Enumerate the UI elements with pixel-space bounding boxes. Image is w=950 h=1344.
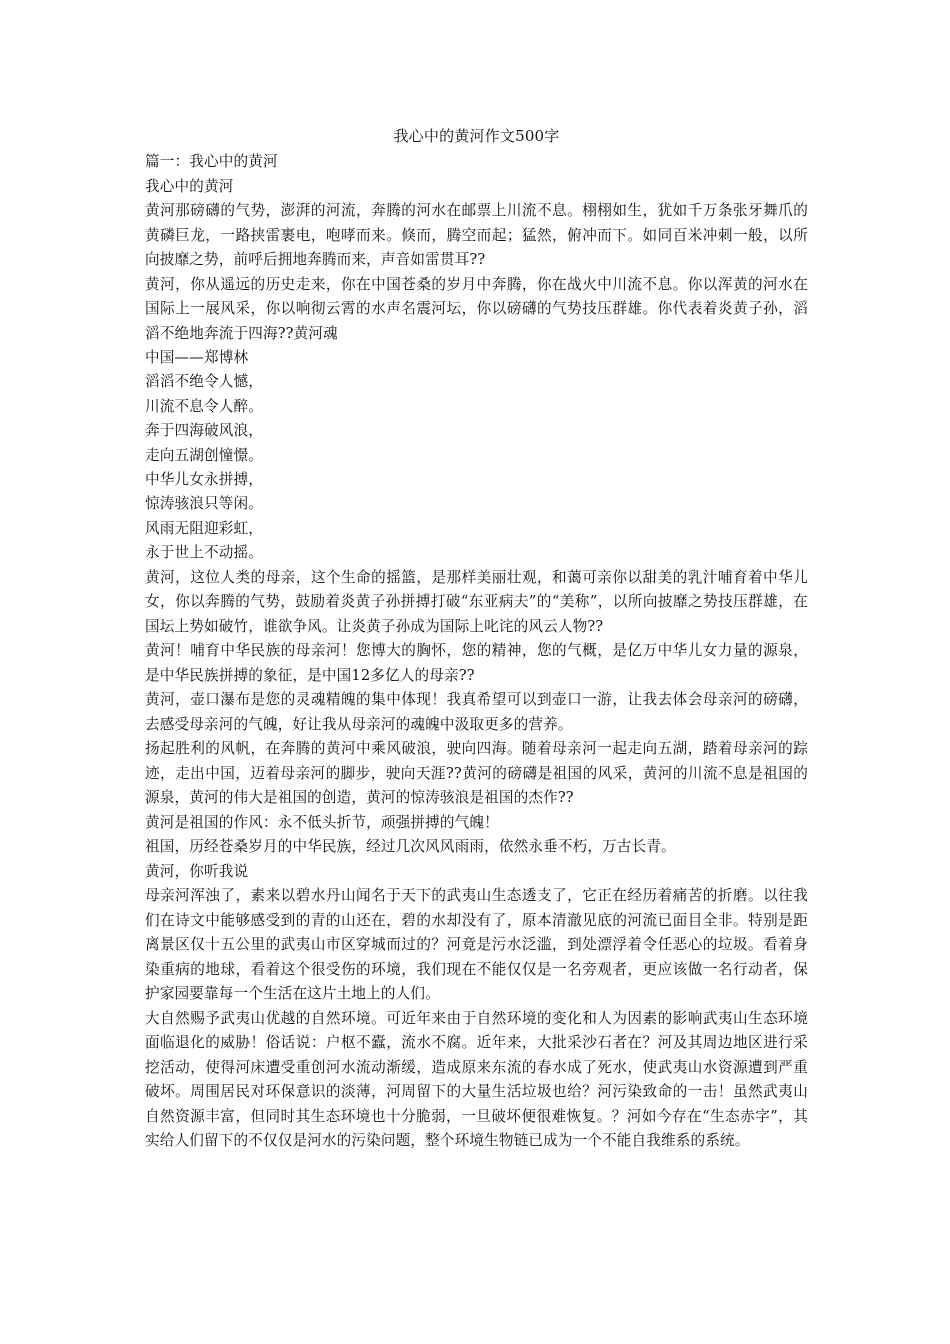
paragraph: 黄河，壶口瀑布是您的灵魂精魄的集中体现！我真希望可以到壶口一游，让我去体会母亲河的磅礴，去感受母亲河的气魄，好让我从母亲河的魂魄中汲取更多的营养。 bbox=[145, 691, 808, 733]
paragraph: 扬起胜利的风帆，在奔腾的黄河中乘风破浪，驶向四海。随着母亲河一起走向五湖，踏着母亲河的踪迹，走出中国，迈着母亲河的脚步，驶向天涯??黄河的磅礴是祖国的风采，黄河的川流不息是祖国的源泉，黄河的伟大是祖国的创造，黄河的惊涛骇浪是祖国的杰作?? bbox=[145, 740, 808, 807]
poem-line: 风雨无阻迎彩虹， bbox=[145, 519, 263, 537]
poem-line: 川流不息令人醉。 bbox=[145, 397, 263, 415]
section-heading: 篇一：我心中的黄河 bbox=[145, 153, 278, 170]
short-line: 祖国，历经苍桑岁月的中华民族，经过几次风风雨雨，依然永垂不朽，万古长青。 bbox=[145, 838, 676, 856]
poem-author-line: 中国——郑博林 bbox=[145, 349, 249, 366]
short-line: 黄河，你听我说 bbox=[145, 862, 249, 880]
paragraph: 黄河，这位人类的母亲，这个生命的摇篮，是那样美丽壮观，和蔼可亲你以甜美的乳汁哺育着中华儿女，你以奔腾的气势，鼓励着炎黄子孙拼搏打破“东亚病夫”的“美称”，以所向披靡之势技压群雄，在国坛上势如破竹，谁欲争风。让炎黄子孙成为国际上叱诧的风云人物?? bbox=[145, 568, 808, 635]
document-page bbox=[145, 124, 808, 1154]
poem-line: 惊涛骇浪只等闲。 bbox=[145, 495, 263, 513]
essay-heading: 我心中的黄河 bbox=[145, 177, 234, 195]
paragraph: 大自然赐予武夷山优越的自然环境。可近年来由于自然环境的变化和人为因素的影响武夷山生态环境面临退化的威胁！俗话说：户枢不蠹，流水不腐。近年来，大批采沙石者在？河及其周边地区进行采挖活动，使得河床遭受重创河水流动渐缓，造成原来东流的春水成了死水，使武夷山水资源遭到严重破坏。周围居民对环保意识的淡薄，河周留下的大量生活垃圾也给？河污染致命的一击！虽然武夷山自然资源丰富，但同时其生态环境也十分脆弱，一旦破坏便很难恢复。？河如今存在“生态赤字”，其实给人们留下的不仅仅是河水的污染问题，整个环境生物链已成为一个不能自我维系的系统。 bbox=[145, 1009, 808, 1150]
paragraph: 黄河！哺育中华民族的母亲河！您博大的胸怀，您的精神，您的气概，是亿万中华儿女力量的源泉，是中华民族拼搏的象征，是中国12多亿人的母亲?? bbox=[145, 642, 808, 684]
paragraph: 母亲河浑浊了，素来以碧水丹山闻名于天下的武夷山生态透支了，它正在经历着痛苦的折磨。以往我们在诗文中能够感受到的青的山还在，碧的水却没有了，原本清澈见底的河流已面目全非。特别是距离景区仅十五公里的武夷山市区穿城而过的？河竟是污水泛滥，到处漂浮着令任恶心的垃圾。看着身染重病的地球，看着这个很受伤的环境，我们现在不能仅仅是一名旁观者，更应该做一名行动者，保护家园要靠每一个生活在这片土地上的人们。 bbox=[145, 887, 808, 1003]
poem-line: 奔于四海破风浪， bbox=[145, 422, 263, 440]
poem-line: 中华儿女永拼搏， bbox=[145, 471, 263, 489]
poem-line: 永于世上不动摇。 bbox=[145, 544, 263, 562]
poem-line: 滔滔不绝令人憾， bbox=[145, 373, 263, 391]
poem-line: 走向五湖创憧憬。 bbox=[145, 446, 263, 464]
paragraph: 黄河，你从遥远的历史走来，你在中国苍桑的岁月中奔腾，你在战火中川流不息。你以浑黄的河水在国际上一展风采，你以响彻云霄的水声名震河坛，你以磅礴的气势技压群雄。你代表着炎黄子孙，滔滔不绝地奔流于四海??黄河魂 bbox=[145, 275, 808, 342]
paragraph: 黄河那磅礴的气势，澎湃的河流，奔腾的河水在邮票上川流不息。栩栩如生，犹如千万条张牙舞爪的黄磷巨龙，一路挟雷裹电，咆哮而来。倏而，腾空而起；猛然，俯冲而下。如同百米冲刺一般，以所向披靡之势，前呼后拥地奔腾而来，声音如雷贯耳?? bbox=[145, 202, 808, 268]
poem-block bbox=[145, 346, 808, 566]
short-line: 黄河是祖国的作风：永不低头折节，顽强拼搏的气魄！ bbox=[145, 813, 499, 831]
document-title: 我心中的黄河作文500字 bbox=[393, 127, 560, 145]
